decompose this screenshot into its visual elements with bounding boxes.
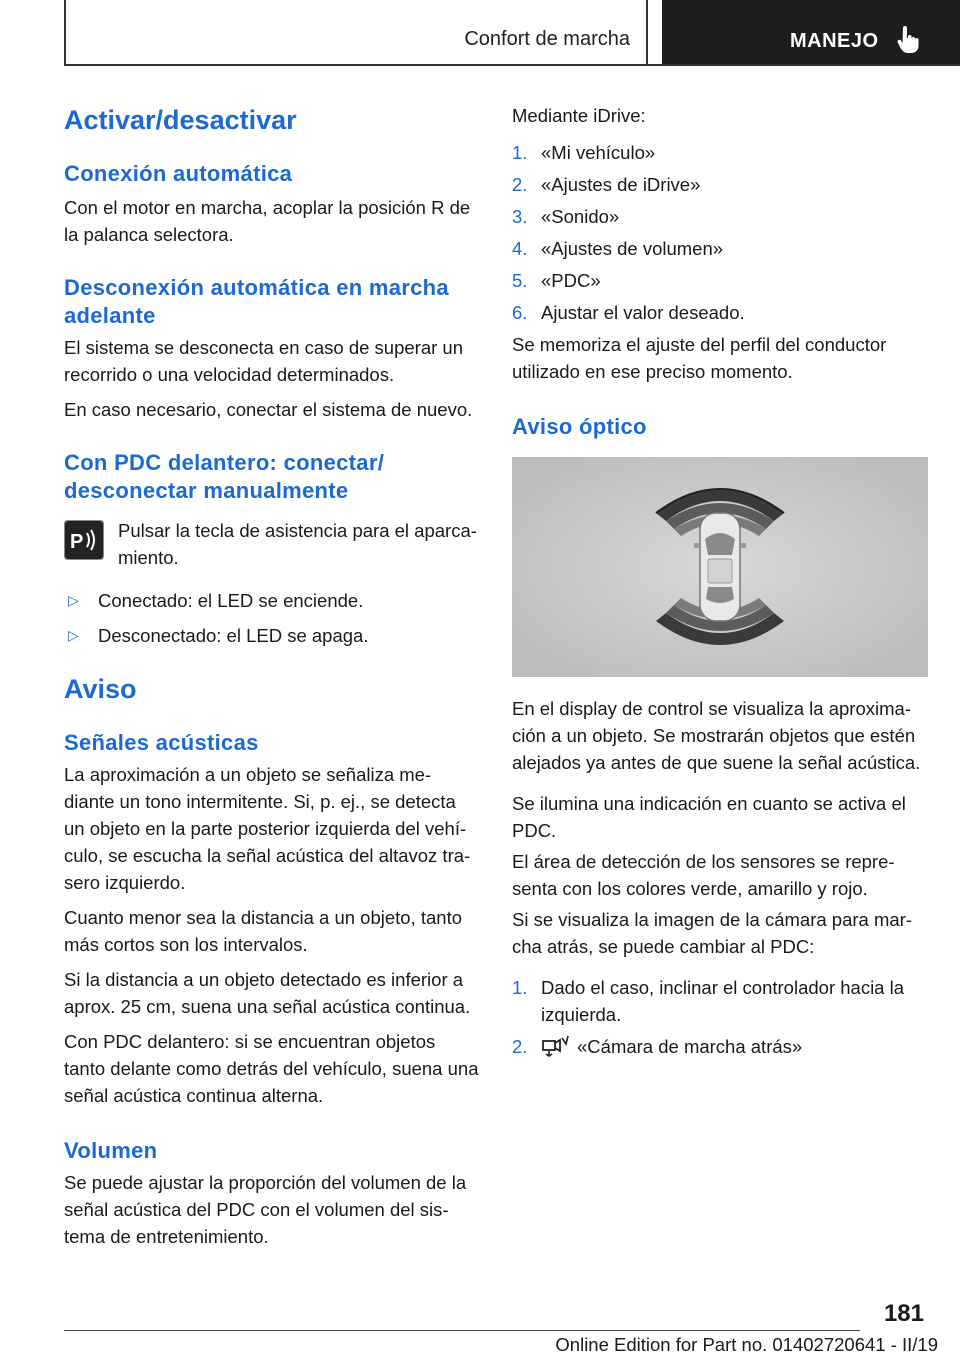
heading-aviso-optico: Aviso óptico [512, 414, 647, 439]
pdc-display-figure [512, 457, 928, 677]
section-title: Confort de marcha [464, 28, 630, 50]
list-item: 6. Ajustar el valor deseado. [512, 302, 745, 323]
heading-conexion: Conexión automática [64, 161, 293, 186]
text-memoriza: Se memoriza el ajuste del perfil del conductor utilizado en ese preciso momento. [512, 334, 887, 382]
header-rule [64, 64, 960, 66]
list-item: 2. «Cámara de marcha atrás» [512, 1036, 803, 1057]
camera-steps [512, 974, 930, 1060]
list-item: ▷ Conectado: el LED se enciende. [64, 587, 480, 614]
text-ilumina: Se ilumina una indicación en cuanto se activa el PDC. [512, 793, 906, 841]
led-status-list [64, 587, 480, 649]
triangle-bullet-icon: ▷ [68, 627, 79, 643]
text-senales-1: La aproximación a un objeto se señaliza me‐ diante un tono intermitente. Si, p. ej., se detecta un objeto en la parte posterior izquierda del vehí‐ culo, se escucha la señal acústica del altavoz tra‐ sero izquierdo. [64, 764, 471, 893]
list-item: 1. «Mi vehículo» [512, 142, 656, 163]
heading-pdc-manual: Con PDC delantero: conectar/ desconectar manualmente [64, 450, 385, 503]
parking-assist-icon [64, 520, 104, 560]
chapter-title: MANEJO [790, 30, 879, 52]
text-desconexion-1: El sistema se desconecta en caso de superar un recorrido o una velocidad determinados. [64, 337, 464, 385]
right-column [512, 100, 930, 1065]
svg-text:P: P [70, 531, 84, 553]
text-desconexion-2: En caso necesario, conectar el sistema de nuevo. [64, 399, 473, 420]
text-pdc-key: Pulsar la tecla de asistencia para el aparca‐ miento. [118, 520, 477, 568]
heading-senales: Señales acústicas [64, 730, 259, 755]
heading-volumen: Volumen [64, 1138, 158, 1163]
heading-desconexion: Desconexión automática en marcha adelante [64, 275, 449, 328]
text-camara: Si se visualiza la imagen de la cámara para mar‐ cha atrás, se puede cambiar al PDC: [512, 909, 912, 957]
list-item: 4. «Ajustes de volumen» [512, 238, 724, 259]
text-senales-4: Con PDC delantero: si se encuentran objetos tanto delante como detrás del vehículo, suena una señal acústica continua alterna. [64, 1031, 479, 1106]
list-item: ▷ Desconectado: el LED se apaga. [64, 622, 480, 649]
rear-camera-icon [541, 1035, 569, 1057]
text-idrive: Mediante iDrive: [512, 105, 646, 126]
footer-rule [64, 1330, 860, 1331]
pointing-hand-icon [896, 26, 920, 54]
pdc-car-illustration [512, 457, 928, 677]
triangle-bullet-icon: ▷ [68, 592, 79, 608]
text-volumen: Se puede ajustar la proporción del volumen de la señal acústica del PDC con el volumen del sis‐ tema de entretenimiento. [64, 1172, 467, 1247]
list-item: 2. «Ajustes de iDrive» [512, 174, 701, 195]
list-item: 1. Dado el caso, inclinar el controlador hacia la izquierda. [512, 977, 905, 1025]
list-item: 3. «Sonido» [512, 206, 620, 227]
pdc-key-row [64, 517, 480, 571]
text-senales-2: Cuanto menor sea la distancia a un objeto, tanto más cortos son los intervalos. [64, 907, 463, 955]
text-display: En el display de control se visualiza la aproxima‐ ción a un objeto. Se mostrarán objetos que estén alejados ya antes de que suene la señal acústica. [512, 698, 921, 773]
text-area: El área de detección de los sensores se repre‐ senta con los colores verde, amarillo y rojo. [512, 851, 895, 899]
page-number: 181 [883, 1300, 924, 1327]
text-senales-3: Si la distancia a un objeto detectado es inferior a aprox. 25 cm, suena una señal acústica continua. [64, 969, 471, 1017]
heading-activar: Activar/desactivar [64, 105, 297, 135]
chapter-tab [662, 0, 960, 64]
text-conexion: Con el motor en marcha, acoplar la posición R de la palanca selectora. [64, 197, 471, 245]
list-item: 5. «PDC» [512, 270, 601, 291]
heading-aviso: Aviso [64, 674, 137, 704]
edition-note: Online Edition for Part no. 01402720641 - II/19 [555, 1334, 938, 1355]
left-column [64, 100, 480, 1250]
idrive-steps [512, 139, 930, 326]
